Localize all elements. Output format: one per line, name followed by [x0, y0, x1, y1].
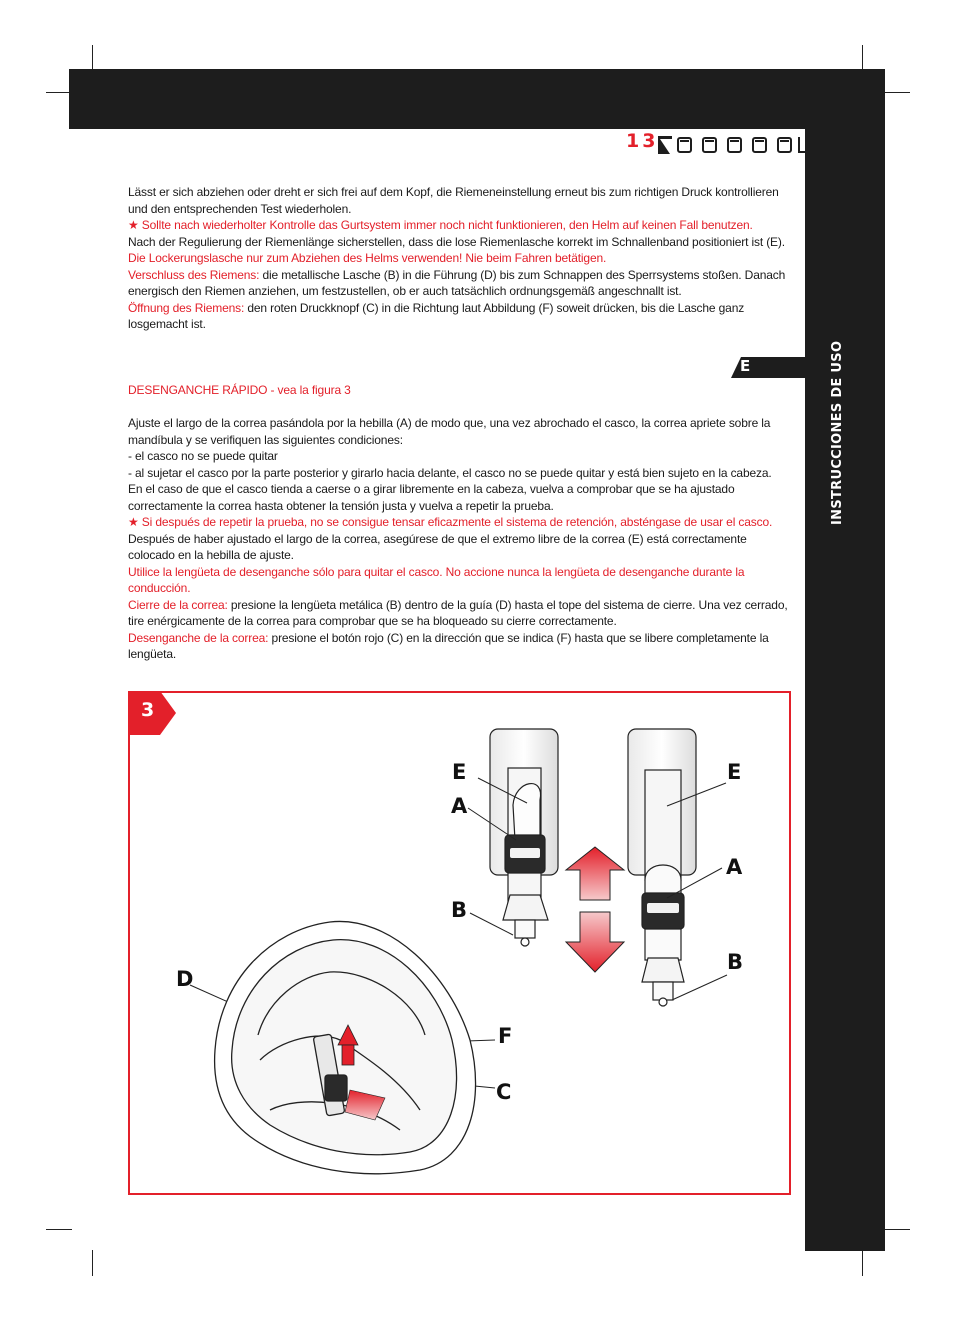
label-d: D	[176, 967, 194, 991]
label-b-left: B	[451, 898, 468, 922]
paragraph: Öffnung des Riemens: den roten Druckknopf (C) in die Richtung laut Abbildung (F) soweit drücken, bis die Lasche ganz losgemacht ist.	[128, 300, 745, 331]
paragraph: Desenganche de la correa: presione el botón rojo (C) en la dirección que se indica (F) hasta que se libere completamente la lengüeta.	[128, 630, 769, 661]
paragraph: Nach der Regulierung der Riemenlänge sicherstellen, dass die lose Riemenlasche korrekt im Schnallenband positioniert ist (E).	[128, 234, 785, 249]
warning-paragraph: Die Lockerungslasche nur zum Abziehen des Helms verwenden! Nie beim Fahren betätigen.	[128, 251, 607, 265]
paragraph: En el caso de que el casco tienda a caerse o a girar libremente en la cabeza, vuelva a comprobar que se ha ajustado correctamente la correa hasta obtener la tensión justa y vuelva a repetir la prueba.	[128, 482, 735, 513]
figure-number: 3	[141, 699, 155, 721]
label-a-right: A	[726, 855, 743, 879]
paragraph: Después de haber ajustado el largo de la correa, asegúrese de que el extremo libre de la correa (E) está correctamente colocado en la hebilla de ajuste.	[128, 531, 747, 562]
label-a-left: A	[451, 794, 468, 818]
section-tab-label: E	[740, 357, 751, 375]
paragraph: Ajuste el largo de la correa pasándola por la hebilla (A) de modo que, una vez abrochado el casco, la correa apriete sobre la mandíbula y se verifiquen las siguientes condiciones:	[128, 416, 771, 447]
label-b-right: B	[727, 950, 744, 974]
paragraph: Verschluss des Riemens: die metallische Lasche (B) in die Führung (D) bis zum Schnappen des Sperrsystems stoßen. Danach energisch den Riemen anziehen, um festzustellen, ob er auch tatsächlich ordnungsgemäß angeschnallt ist.	[128, 267, 786, 298]
label-c: C	[496, 1080, 512, 1104]
label-e-right: E	[727, 760, 742, 784]
paragraph: - al sujetar el casco por la parte posterior y girarlo hacia delante, el casco no se puede quitar y está bien sujeto en la cabeza.	[128, 465, 772, 480]
section-heading: DESENGANCHE RÁPIDO - vea la figura 3	[128, 383, 351, 397]
warning-paragraph: ★ Si después de repetir la prueba, no se consigue tensar eficazmente el sistema de retención, absténgase de usar el casco.	[128, 515, 773, 529]
page-number: 13	[626, 130, 659, 152]
label-f: F	[498, 1024, 513, 1048]
paragraph: - el casco no se puede quitar	[128, 449, 278, 463]
section-title: INSTRUCCIONES DE USO	[830, 340, 845, 525]
paragraph: Lässt er sich abziehen oder dreht er sich frei auf dem Kopf, die Riemeneinstellung erneut bis zum richtigen Druck kontrollieren und den entsprechenden Test wiederholen.	[128, 185, 779, 216]
paragraph: Cierre de la correa: presione la lengüeta metálica (B) dentro de la guía (D) hasta el tope del sistema de cierre. Una vez cerrado, tire enérgicamente de la correa para comprobar que se ha bloqueado su cierre correctamente.	[128, 597, 788, 628]
label-e-left: E	[452, 760, 467, 784]
warning-paragraph: Utilice la lengüeta de desenganche sólo para quitar el casco. No accione nunca la lengüeta de desenganche durante la conducción.	[128, 564, 745, 595]
warning-paragraph: ★ Sollte nach wiederholter Kontrolle das Gurtsystem immer noch nicht funktionieren, den Helm auf keinen Fall benutzen.	[128, 218, 753, 232]
